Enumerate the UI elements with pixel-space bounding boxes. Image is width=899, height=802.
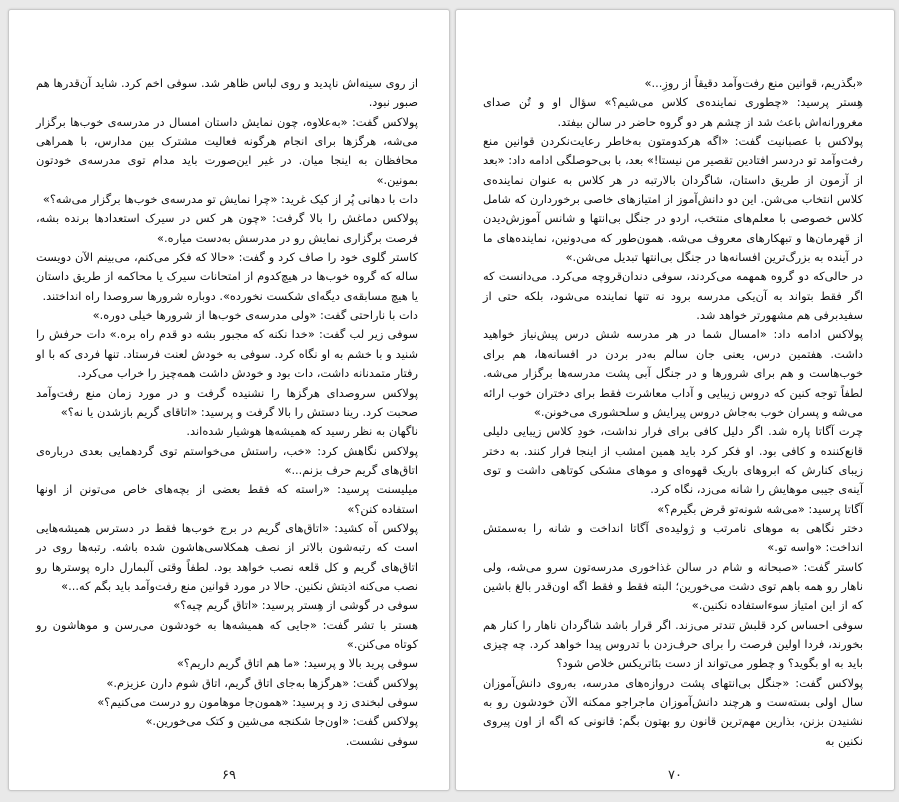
- paragraph: از روی سینه‌اش ناپدید و روی لباس ظاهر شد. سوفی اخم کرد. شاید آن‌قدرها هم صبور نبود.: [36, 76, 418, 110]
- paragraph: پولاکس گفت: «جنگل بی‌انتهای پشت دروازه‌های مدرسه، به‌روی دانش‌آموزان سال اولی بسته‌ست و هرچند دانش‌آموزان ماجراجو ممکنه الآن خودشون رو به نشنیدن بزنن، بذارین مهم‌ترین قانون رو بهتون بگم: قانونی که اگه از اون پیروی نکنین به: [483, 675, 863, 748]
- paragraph: پولاکس گفت: «به‌علاوه، چون نمایش داستان امسال در مدرسه‌ی خوب‌ها برگزار می‌شه، هرگزها برای انجام هرگونه فعالیت مشترک بین مدارس، با همراهی محافظان به اینجا میان. در غیر این‌صورت باید مدام توی مدرسه‌ی خودتون بمونین.»: [36, 114, 418, 187]
- paragraph: سوفی پرید بالا و پرسید: «ما هم اتاق گریم داریم؟»: [176, 656, 418, 671]
- paragraph: سوفی زیر لب گفت: «خدا نکنه که مجبور بشه دو قدم راه بره.» دات حرفش را شنید و با خشم به او نگاه کرد. سوفی به خودش لعنت فرستاد. تنها فردی که با او رفتار متمدنانه داشت، دات بود و خودش داشت همه‌چیز را خراب می‌کرد.: [36, 327, 418, 381]
- paragraph: سوفی لبخندی زد و پرسید: «همون‌جا موهامون رو درست می‌کنیم؟»: [97, 695, 418, 709]
- paragraph: هِستر پرسید: «چطوری نماینده‌ی کلاس می‌شیم؟» سؤال او و تُن صدای مغرورانه‌اش باعث شد از چشم هر دو گروه حاضر در سالن بیفتد.: [483, 95, 863, 129]
- paragraph: دختر نگاهی به موهای نامرتب و ژولیده‌ی آگاتا انداخت و شانه را به‌سمتش انداخت: «واسه تو.»: [483, 520, 863, 555]
- page-text: [36, 74, 418, 751]
- page-text: [483, 74, 863, 751]
- paragraph: پولاکس با عصبانیت گفت: «اگه هرکدومتون به‌خاطر رعایت‌نکردن قوانین منع رفت‌وآمد تو دردسر افتادین تقصیر من نیستا!» بعد، با بی‌حوصلگی ادامه داد: «بعد از آزمون از طریق داستان، شاگردان بالارتبه در هر کلاس به عنوان نماینده‌ی کلاس انتخاب می‌شن. این دو دانش‌آموز از امتیازهای خاصی برخوردارن که شامل کلاس خصوصی با معلم‌های منتخب، اردو در جنگل بی‌انتها و شانس آموزش‌دیدن از قهرمان‌ها و تبهکارهای معروف می‌شه. همون‌طور که می‌دونین، نماینده‌های ما در آینده به بزرگ‌ترین افسانه‌ها در جنگل بی‌انتها تبدیل می‌شن.»: [483, 134, 863, 265]
- paragraph: پولاکس ادامه داد: «امسال شما در هر مدرسه شش درس پیش‌نیاز خواهید داشت. هفتمین درس، یعنی جان سالم به‌در بردن در افسانه‌ها، هم برای خوب‌هاست و هم برای شرورها و در جنگل آبی پشت مدرسه‌ها برگزار می‌شه. لطفاً توجه کنین که دروس زیبایی و آداب معاشرت فقط برای دختران خوب ارائه می‌شه و پسران خوب به‌جاش دروس پیرایش و سلحشوری می‌خونن.»: [483, 327, 863, 419]
- page-left: [8, 9, 450, 791]
- paragraph: در حالی‌که دو گروه همهمه می‌کردند، سوفی دندان‌قروچه می‌کرد. می‌دانست که اگر فقط بتواند به آن‌یکی مدرسه برود نه تنها نماینده می‌شود، بلکه حتی از سفیدبرفی هم مشهورتر خواهد شد.: [483, 269, 863, 323]
- paragraph: پولاکس گفت: «هرگزها به‌جای اتاق گریم، اتاق شوم دارن عزیزم.»: [106, 675, 418, 690]
- paragraph: کاستر گفت: «صبحانه و شام در سالن غذاخوری مدرسه‌تون سرو می‌شه، ولی ناهار رو همه باهم توی دشت می‌خورین؛ البته فقط و فقط اگه اون‌قدر بالغ باشین که از این امتیاز سوءاستفاده نکنین.»: [483, 559, 863, 613]
- paragraph: «بگذریم، قوانین منع رفت‌وآمد دقیقاً از روزِ...»: [644, 76, 863, 90]
- paragraph: پولاکس آه کشید: «اتاق‌های گریم در برج خوب‌ها فقط در دسترس همیشه‌هایی است که رتبه‌شون بالاتر از نصف همکلاسی‌هاشون شده باشه. رتبه‌ها روی در اتاق‌های گریم و کل قلعه نصب خواهد بود. لطفاً وقتی آلبمارل داره پوسترها رو نصب می‌کنه اذیتش نکنین. حالا در مورد قوانین منع رفت‌وآمد باید بگم که...»: [36, 520, 418, 593]
- paragraph: پولاکس نگاهش کرد: «خب، راستش می‌خواستم توی گردهمایی بعدی درباره‌ی اتاق‌های گریم حرف بزنم...»: [36, 443, 418, 477]
- paragraph: آگاتا پرسید: «می‌شه شونه‌تو قرض بگیرم؟»: [657, 501, 863, 516]
- paragraph: ناگهان به نظر رسید که همیشه‌ها هوشیار شده‌اند.: [186, 424, 418, 439]
- paragraph: دات با دهانی پُر از کیک غرید: «چرا نمایش تو مدرسه‌ی خوب‌ها برگزار می‌شه؟»: [42, 192, 418, 207]
- paragraph: دات با ناراحتی گفت: «ولی مدرسه‌ی خوب‌ها از شرورها خیلی دوره.»: [92, 308, 418, 323]
- paragraph: سوفی احساس کرد قلبش تندتر می‌زند. اگر قرار باشد شاگردان ناهار را کنار هم بخورند، فردا اولین فرصت را برای حرف‌زدن با تدروس پیدا خواهد کرد. چه چیزی باید به او بگوید؟ و چطور می‌تواند از دست بئاتریکس خلاص شود؟: [483, 617, 863, 671]
- paragraph: پولاکس دماغش را بالا گرفت: «چون هر کس در سیرک استعدادها برنده بشه، فرصت برگزاری نمایش رو در مدرسش به‌دست میاره.»: [36, 211, 418, 245]
- page-right: [455, 9, 895, 791]
- paragraph: چرت آگاتا پاره شد. اگر دلیل کافی برای فرار نداشت، خودِ کلاس زیبایی دلیلی قانع‌کننده و کافی بود. او فکر کرد باید همین امشب از اینجا فرار کنند. به دختر زیبای کنارش که ابروهای باریک قهوه‌ای و موهای مشکی کوتاهی داشت و توی آینه‌ی جیبی موهایش را شانه می‌زد، نگاه کرد.: [483, 424, 863, 497]
- paragraph: پولاکس گفت: «اون‌جا شکنجه می‌شین و کتک می‌خورین.»: [145, 714, 418, 729]
- paragraph: کاستر گلوی خود را صاف کرد و گفت: «حالا که فکر می‌کنم، می‌بینم الآن دویست ساله که گروه خوب‌ها در هیچ‌کدوم از امتحانات سیرک یا محاکمه از طریق داستان یا هیچ مسابقه‌ی دیگه‌ای شکست نخورده». دوباره شرورها سروصدا راه انداختند.: [36, 250, 418, 303]
- paragraph: سوفی در گوشی از هِستر پرسید: «اتاق گریم چیه؟»: [173, 598, 418, 613]
- paragraph: هستر با تشر گفت: «جایی که همیشه‌ها به خودشون می‌رسن و موهاشون رو کوتاه می‌کنن.»: [36, 617, 418, 651]
- paragraph: میلیسنت پرسید: «راسته که فقط بعضی از بچه‌های خاص می‌تونن از اونها استفاده کنن؟»: [36, 482, 418, 516]
- page-number: ۶۹: [222, 768, 236, 783]
- paragraph: سوفی نشست.: [345, 733, 418, 748]
- page-number: ۷۰: [668, 768, 682, 783]
- paragraph: پولاکس سروصدای هرگزها را نشنیده گرفت و در مورد زمان منع رفت‌وآمد صحبت کرد. رینا دستش را بالا گرفت و پرسید: «اتاقای گریم بازشدن یا نه؟»: [36, 385, 418, 419]
